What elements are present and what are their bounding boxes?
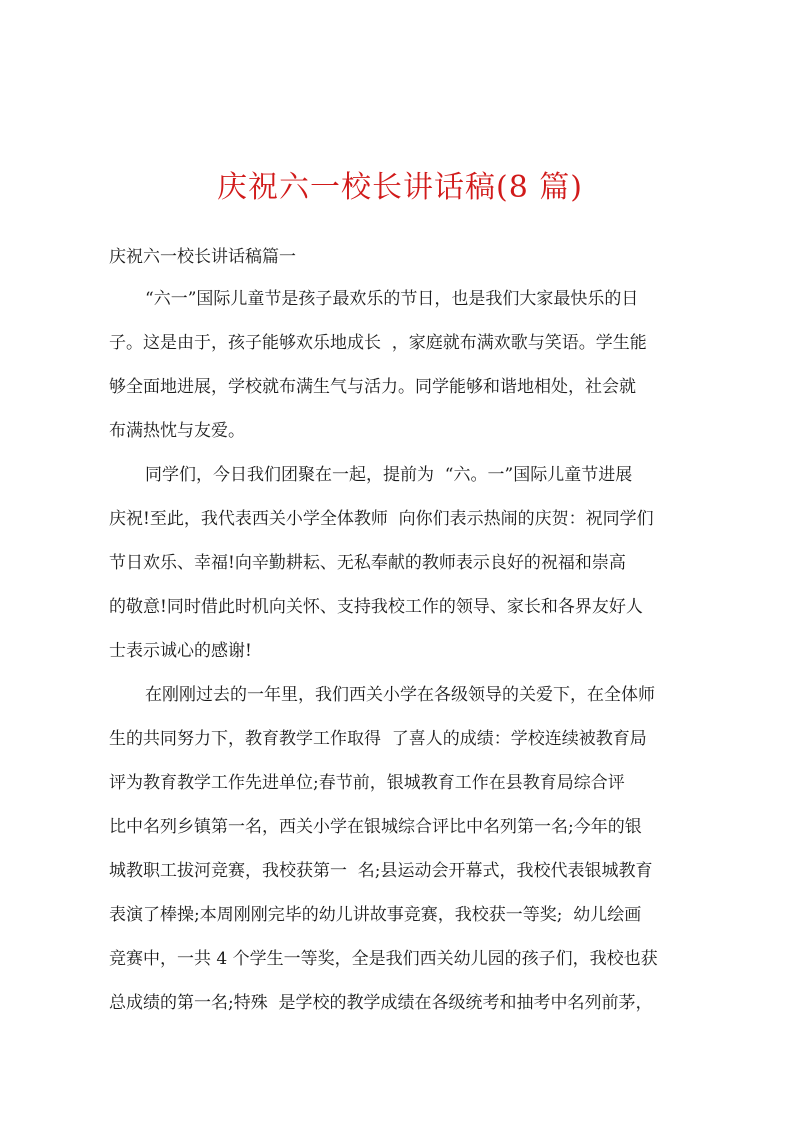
paragraph-2-line-2: 庆祝!至此，我代表西关小学全体教师 向你们表示热闹的庆贺：祝同学们 bbox=[109, 509, 654, 529]
paragraph-1-line-3: 够全面地进展，学校就布满生气与活力。同学能够和谐地相处，社会就 bbox=[109, 377, 636, 397]
paragraph-2-line-3: 节日欢乐、幸福!向辛勤耕耘、无私奉献的教师表示良好的祝福和崇高 bbox=[109, 553, 626, 573]
paragraph-1-line-4: 布满热忱与友爱。 bbox=[109, 421, 245, 441]
paragraph-1-line-2: 子。这是由于，孩子能够欢乐地成长 ，家庭就布满欢歌与笑语。学生能 bbox=[109, 333, 647, 353]
paragraph-3-line-7: 竞赛中，一共 4 个学生一等奖，全是我们西关幼儿园的孩子们，我校也获 bbox=[109, 949, 658, 969]
paragraph-3-line-3: 评为教育教学工作先进单位;春节前，银城教育工作在县教育局综合评 bbox=[109, 773, 625, 793]
paragraph-3-line-2: 生的共同努力下，教育教学工作取得 了喜人的成绩：学校连续被教育局 bbox=[109, 729, 647, 749]
paragraph-1-line-1: “六一”国际儿童节是孩子最欢乐的节日，也是我们大家最快乐的日 bbox=[145, 289, 639, 309]
paragraph-2-line-5: 士表示诚心的感谢! bbox=[109, 641, 252, 661]
paragraph-3-line-4: 比中名列乡镇第一名，西关小学在银城综合评比中名列第一名;今年的银 bbox=[109, 817, 642, 837]
paragraph-3-line-8: 总成绩的第一名;特殊 是学校的教学成绩在各级统考和抽考中名列前茅， bbox=[109, 993, 653, 1013]
paragraph-2-line-4: 的敬意!同时借此时机向关怀、支持我校工作的领导、家长和各界友好人 bbox=[109, 597, 643, 617]
paragraph-2-line-1: 同学们，今日我们团聚在一起，提前为 “六。一”国际儿童节进展 bbox=[145, 465, 633, 485]
paragraph-3-line-6: 表演了棒操;本周刚刚完毕的幼儿讲故事竞赛，我校获一等奖; 幼儿绘画 bbox=[109, 905, 642, 925]
section-heading: 庆祝六一校长讲话稿篇一 bbox=[109, 247, 296, 267]
paragraph-3-line-1: 在刚刚过去的一年里，我们西关小学在各级领导的关爱下，在全体师 bbox=[145, 685, 655, 705]
paragraph-3-line-5: 城教职工拔河竞赛，我校获第一 名;县运动会开幕式，我校代表银城教育 bbox=[109, 861, 653, 881]
document-title: 庆祝六一校长讲话稿(8 篇) bbox=[216, 170, 584, 205]
